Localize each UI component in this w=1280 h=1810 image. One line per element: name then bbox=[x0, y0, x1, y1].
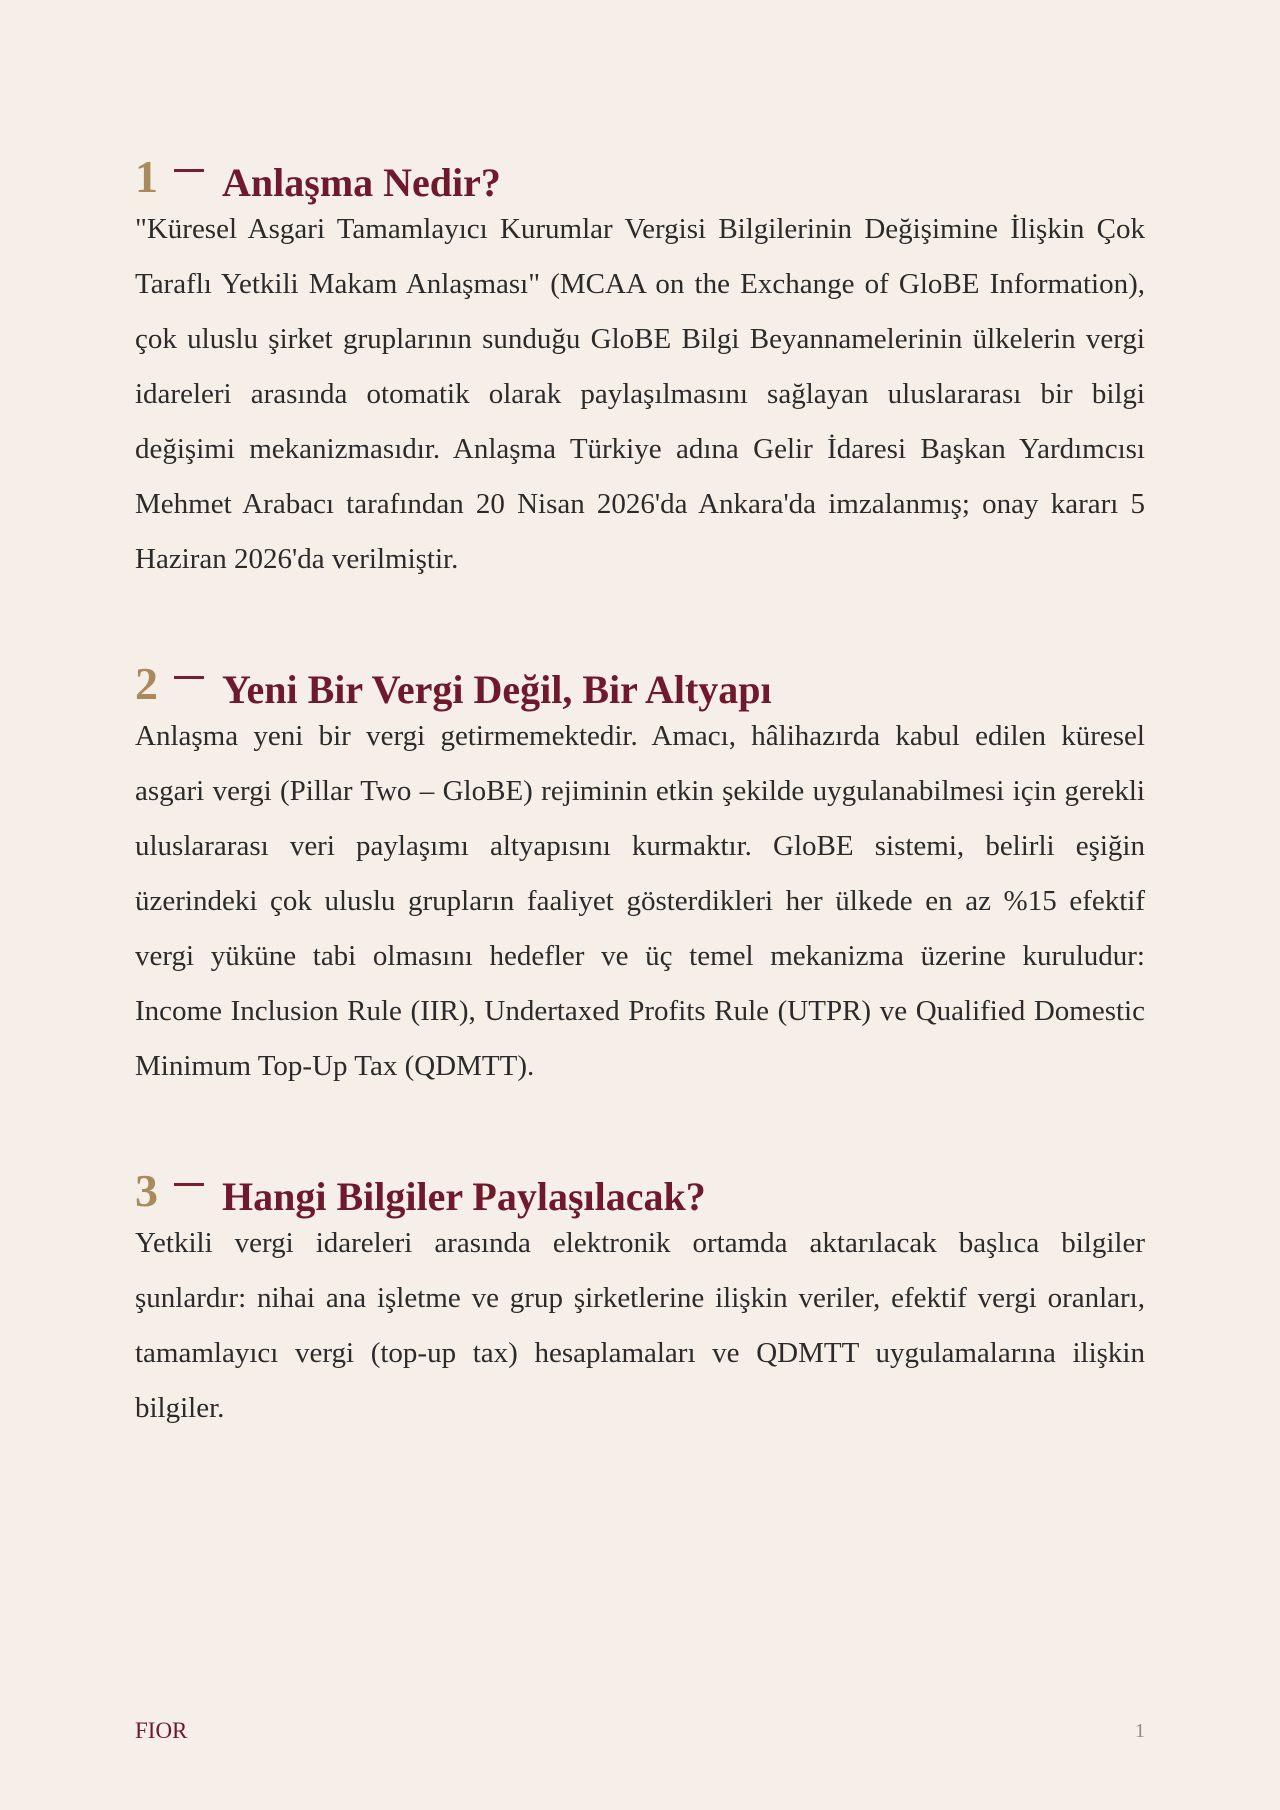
section-title: Hangi Bilgiler Paylaşılacak? bbox=[222, 1174, 706, 1219]
heading-dash bbox=[174, 169, 204, 172]
section-title: Yeni Bir Vergi Değil, Bir Altyapı bbox=[222, 667, 772, 712]
section-body: Yetkili vergi idareleri arasında elektronik ortamda aktarılacak başlıca bilgiler şunlardır: nihai ana işletme ve grup şirketlerine ilişkin veriler, efektif vergi oranları, tamamlayıcı vergi (top-up tax) hesaplamaları ve QDMTT uygulamalarına ilişkin bilgiler. bbox=[135, 1227, 1145, 1424]
section-heading bbox=[135, 658, 1145, 712]
section-number: 1 bbox=[135, 151, 158, 202]
section-heading bbox=[135, 151, 1145, 205]
footer-brand: FIOR bbox=[135, 1718, 188, 1743]
section-heading bbox=[135, 1165, 1145, 1219]
section-number: 2 bbox=[135, 658, 158, 709]
document-page bbox=[135, 152, 1145, 1508]
section-title: Anlaşma Nedir? bbox=[222, 160, 501, 205]
section-body: Anlaşma yeni bir vergi getirmemektedir. Amacı, hâlihazırda kabul edilen küresel asgari vergi (Pillar Two – GloBE) rejiminin etkin şekilde uygulanabilmesi için gerekli uluslararası veri paylaşımı altyapısını kurmaktır. GloBE sistemi, belirli eşiğin üzerindeki çok uluslu grupların faaliyet gösterdikleri her ülkede en az %15 efektif vergi yüküne tabi olmasını hedefler ve üç temel mekanizma üzerine kuruludur: Income Inclusion Rule (IIR), Undertaxed Profits Rule (UTPR) ve Qualified Domestic Minimum Top-Up Tax (QDMTT). bbox=[135, 720, 1145, 1082]
section-3 bbox=[135, 1166, 1145, 1436]
heading-dash bbox=[174, 1183, 204, 1186]
page-number: 1 bbox=[1135, 1720, 1145, 1742]
section-body: "Küresel Asgari Tamamlayıcı Kurumlar Vergisi Bilgilerinin Değişimine İlişkin Çok Taraflı Yetkili Makam Anlaşması" (MCAA on the Exchange of GloBE Information), çok uluslu şirket gruplarının sunduğu GloBE Bilgi Beyannamelerinin ülkelerin vergi idareleri arasında otomatik olarak paylaşılmasını sağlayan uluslararası bir bilgi değişimi mekanizmasıdır. Anlaşma Türkiye adına Gelir İdaresi Başkan Yardımcısı Mehmet Arabacı tarafından 20 Nisan 2026'da Ankara'da imzalanmış; onay kararı 5 Haziran 2026'da verilmiştir. bbox=[135, 213, 1145, 575]
section-2 bbox=[135, 659, 1145, 1094]
section-1 bbox=[135, 152, 1145, 587]
heading-dash bbox=[174, 676, 204, 679]
section-number: 3 bbox=[135, 1165, 158, 1216]
